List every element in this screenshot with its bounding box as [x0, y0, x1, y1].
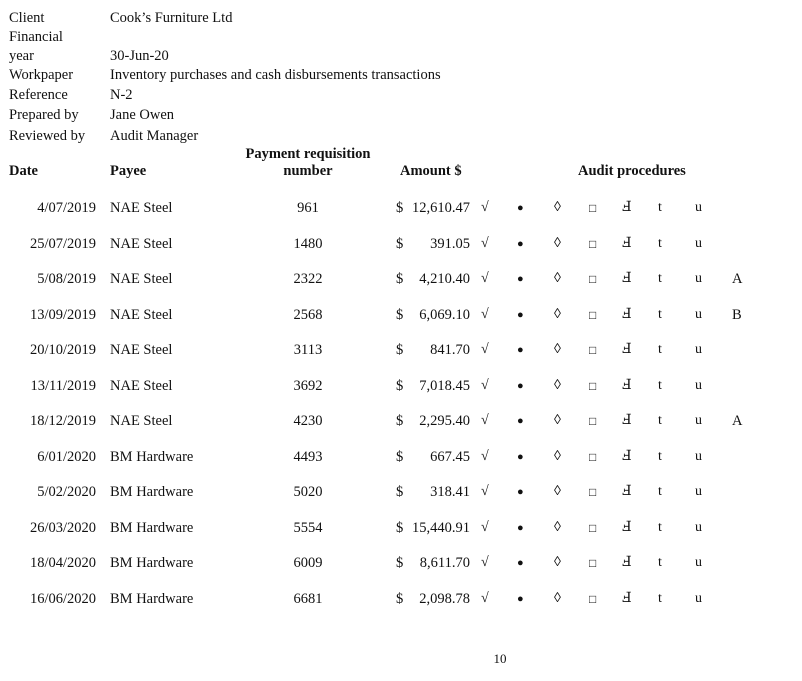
tick-mark-icon: √ [481, 520, 489, 535]
row-amount: 391.05 [430, 236, 470, 252]
u-mark-icon: u [695, 342, 702, 357]
diamond-mark-icon: ◊ [554, 307, 561, 322]
row-amount: 8,611.70 [419, 555, 470, 571]
row-requisition-number: 2322 [293, 271, 323, 287]
row-date: 25/07/2019 [29, 236, 96, 252]
row-requisition-number: 4493 [293, 449, 323, 465]
bullet-mark-icon: ● [517, 522, 524, 534]
tick-mark-icon: √ [481, 236, 489, 251]
row-date: 26/03/2020 [29, 520, 96, 536]
financial-year-value: 30-Jun-20 [110, 48, 169, 64]
row-payee: NAE Steel [110, 342, 173, 358]
row-amount: 667.45 [430, 449, 470, 465]
bullet-mark-icon: ● [517, 486, 524, 498]
diamond-mark-icon: ◊ [554, 555, 561, 570]
row-currency-symbol: $ [396, 271, 404, 287]
row-date: 13/09/2019 [29, 307, 96, 323]
t-mark-icon: t [658, 555, 662, 570]
tick-mark-icon: √ [481, 200, 489, 215]
workpaper-label: Workpaper [9, 67, 74, 83]
row-requisition-number: 3692 [293, 378, 323, 394]
row-requisition-number: 2568 [293, 307, 323, 323]
diamond-mark-icon: ◊ [554, 342, 561, 357]
row-requisition-number: 5020 [293, 484, 323, 500]
row-payee: BM Hardware [110, 555, 194, 571]
square-mark-icon: □ [589, 450, 597, 464]
u-mark-icon: u [695, 307, 702, 322]
row-currency-symbol: $ [396, 520, 404, 536]
row-currency-symbol: $ [396, 591, 404, 607]
tick-mark-icon: √ [481, 342, 489, 357]
row-date: 4/07/2019 [37, 200, 96, 216]
reviewed-by-label: Reviewed by [9, 128, 86, 144]
bullet-mark-icon: ● [517, 309, 524, 321]
row-payee: NAE Steel [110, 378, 173, 394]
u-mark-icon: u [695, 449, 702, 464]
square-mark-icon: □ [589, 521, 597, 535]
column-header-date: Date [9, 163, 38, 179]
row-currency-symbol: $ [396, 342, 404, 358]
tick-mark-icon: √ [481, 307, 489, 322]
turned-f-mark-icon: Ⅎ [622, 378, 632, 393]
t-mark-icon: t [658, 591, 662, 606]
column-header-requisition-line1: Payment requisition [245, 146, 371, 162]
tick-mark-icon: √ [481, 449, 489, 464]
diamond-mark-icon: ◊ [554, 236, 561, 251]
diamond-mark-icon: ◊ [554, 271, 561, 286]
bullet-mark-icon: ● [517, 451, 524, 463]
row-currency-symbol: $ [396, 555, 404, 571]
reference-label: Reference [9, 87, 68, 103]
row-currency-symbol: $ [396, 449, 404, 465]
t-mark-icon: t [658, 307, 662, 322]
row-payee: NAE Steel [110, 236, 173, 252]
u-mark-icon: u [695, 591, 702, 606]
diamond-mark-icon: ◊ [554, 520, 561, 535]
bullet-mark-icon: ● [517, 202, 524, 214]
row-requisition-number: 1480 [293, 236, 323, 252]
row-amount: 4,210.40 [419, 271, 470, 287]
square-mark-icon: □ [589, 272, 597, 286]
row-amount: 7,018.45 [419, 378, 470, 394]
row-note-reference: B [732, 307, 742, 323]
square-mark-icon: □ [589, 237, 597, 251]
square-mark-icon: □ [589, 308, 597, 322]
square-mark-icon: □ [589, 379, 597, 393]
client-value: Cook’s Furniture Ltd [110, 10, 233, 26]
square-mark-icon: □ [589, 485, 597, 499]
row-currency-symbol: $ [396, 200, 404, 216]
square-mark-icon: □ [589, 343, 597, 357]
t-mark-icon: t [658, 413, 662, 428]
row-requisition-number: 6681 [293, 591, 323, 607]
row-date: 6/01/2020 [37, 449, 96, 465]
row-date: 18/12/2019 [29, 413, 96, 429]
turned-f-mark-icon: Ⅎ [622, 271, 632, 286]
tick-mark-icon: √ [481, 413, 489, 428]
row-amount: 12,610.47 [412, 200, 470, 216]
row-payee: NAE Steel [110, 271, 173, 287]
diamond-mark-icon: ◊ [554, 200, 561, 215]
diamond-mark-icon: ◊ [554, 449, 561, 464]
t-mark-icon: t [658, 378, 662, 393]
row-amount: 15,440.91 [412, 520, 470, 536]
row-payee: NAE Steel [110, 200, 173, 216]
t-mark-icon: t [658, 342, 662, 357]
financial-year-label-line1: Financial [9, 29, 63, 45]
turned-f-mark-icon: Ⅎ [622, 449, 632, 464]
row-currency-symbol: $ [396, 413, 404, 429]
row-date: 20/10/2019 [29, 342, 96, 358]
t-mark-icon: t [658, 520, 662, 535]
diamond-mark-icon: ◊ [554, 484, 561, 499]
row-currency-symbol: $ [396, 378, 404, 394]
u-mark-icon: u [695, 484, 702, 499]
reviewed-by-value: Audit Manager [110, 128, 199, 144]
u-mark-icon: u [695, 520, 702, 535]
square-mark-icon: □ [589, 201, 597, 215]
turned-f-mark-icon: Ⅎ [622, 413, 632, 428]
bullet-mark-icon: ● [517, 380, 524, 392]
bullet-mark-icon: ● [517, 344, 524, 356]
row-payee: BM Hardware [110, 484, 194, 500]
tick-mark-icon: √ [481, 271, 489, 286]
t-mark-icon: t [658, 200, 662, 215]
row-note-reference: A [732, 413, 743, 429]
turned-f-mark-icon: Ⅎ [622, 520, 632, 535]
row-currency-symbol: $ [396, 484, 404, 500]
u-mark-icon: u [695, 236, 702, 251]
row-requisition-number: 961 [297, 200, 319, 216]
row-payee: NAE Steel [110, 307, 173, 323]
square-mark-icon: □ [589, 414, 597, 428]
t-mark-icon: t [658, 484, 662, 499]
row-amount: 841.70 [430, 342, 470, 358]
u-mark-icon: u [695, 555, 702, 570]
row-date: 5/02/2020 [37, 484, 96, 500]
diamond-mark-icon: ◊ [554, 413, 561, 428]
row-payee: BM Hardware [110, 520, 194, 536]
client-label: Client [9, 10, 45, 26]
u-mark-icon: u [695, 200, 702, 215]
column-header-requisition-line2: number [283, 163, 333, 179]
diamond-mark-icon: ◊ [554, 591, 561, 606]
row-amount: 318.41 [430, 484, 470, 500]
row-amount: 6,069.10 [419, 307, 470, 323]
workpaper-value: Inventory purchases and cash disbursements transactions [110, 67, 441, 83]
row-date: 18/04/2020 [29, 555, 96, 571]
u-mark-icon: u [695, 413, 702, 428]
u-mark-icon: u [695, 378, 702, 393]
row-date: 5/08/2019 [37, 271, 96, 287]
row-currency-symbol: $ [396, 307, 404, 323]
diamond-mark-icon: ◊ [554, 378, 561, 393]
row-date: 16/06/2020 [29, 591, 96, 607]
row-payee: BM Hardware [110, 591, 194, 607]
row-amount: 2,098.78 [419, 591, 470, 607]
column-header-payee: Payee [110, 163, 147, 179]
bullet-mark-icon: ● [517, 593, 524, 605]
column-header-amount: Amount $ [400, 163, 462, 179]
turned-f-mark-icon: Ⅎ [622, 342, 632, 357]
square-mark-icon: □ [589, 556, 597, 570]
turned-f-mark-icon: Ⅎ [622, 591, 632, 606]
t-mark-icon: t [658, 449, 662, 464]
turned-f-mark-icon: Ⅎ [622, 200, 632, 215]
t-mark-icon: t [658, 271, 662, 286]
reference-value: N-2 [110, 87, 133, 103]
row-amount: 2,295.40 [419, 413, 470, 429]
row-requisition-number: 3113 [293, 342, 323, 358]
row-payee: BM Hardware [110, 449, 194, 465]
row-requisition-number: 5554 [293, 520, 323, 536]
bullet-mark-icon: ● [517, 273, 524, 285]
bullet-mark-icon: ● [517, 557, 524, 569]
prepared-by-value: Jane Owen [110, 107, 175, 123]
row-requisition-number: 4230 [293, 413, 323, 429]
row-date: 13/11/2019 [30, 378, 96, 394]
t-mark-icon: t [658, 236, 662, 251]
column-header-audit-procedures: Audit procedures [578, 163, 686, 179]
financial-year-label-line2: year [9, 48, 34, 64]
square-mark-icon: □ [589, 592, 597, 606]
turned-f-mark-icon: Ⅎ [622, 555, 632, 570]
turned-f-mark-icon: Ⅎ [622, 236, 632, 251]
row-note-reference: A [732, 271, 743, 287]
turned-f-mark-icon: Ⅎ [622, 484, 632, 499]
tick-mark-icon: √ [481, 378, 489, 393]
page-number: 10 [493, 651, 507, 666]
u-mark-icon: u [695, 271, 702, 286]
prepared-by-label: Prepared by [9, 107, 79, 123]
bullet-mark-icon: ● [517, 415, 524, 427]
row-currency-symbol: $ [396, 236, 404, 252]
tick-mark-icon: √ [481, 484, 489, 499]
row-payee: NAE Steel [110, 413, 173, 429]
row-requisition-number: 6009 [293, 555, 323, 571]
bullet-mark-icon: ● [517, 238, 524, 250]
tick-mark-icon: √ [481, 591, 489, 606]
tick-mark-icon: √ [481, 555, 489, 570]
turned-f-mark-icon: Ⅎ [622, 307, 632, 322]
